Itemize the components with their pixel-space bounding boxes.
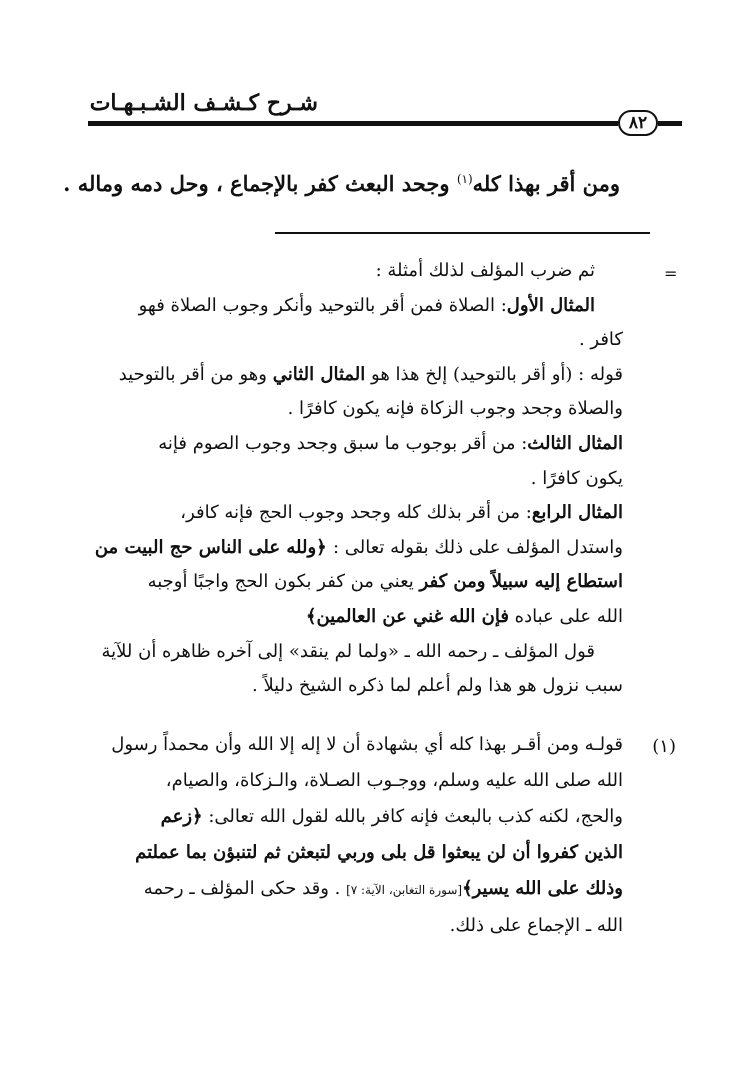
main-text-part2: وجحد البعث كفر بالإجماع ، وحل دمه وماله . (63, 171, 457, 196)
evidence-verse-c: فإن الله غني عن العالمين﴾ (305, 605, 509, 627)
evidence-line-2 (78, 565, 623, 600)
footnote-line-4 (78, 835, 623, 871)
footnote-verse-reference: [سورة التغابن، الآية: ٧] (346, 883, 463, 897)
footnote-verse-start: ﴿زعم (160, 806, 203, 827)
evidence-verse-b: استطاع إليه سبيلاً ومن كفر (419, 571, 623, 593)
evidence-text-a: واستدل المؤلف على ذلك بقوله تعالى : (332, 536, 623, 558)
footnote-reference[interactable]: (١) (456, 172, 473, 186)
footnote-line-6: الله ـ الإجماع على ذلك. (449, 915, 623, 936)
example-first-text: : الصلاة فمن أقر بالتوحيد وأنكر وجوب الصلاة فهو (138, 294, 507, 316)
divider-line (275, 232, 650, 234)
quote-line: قول المؤلف ـ رحمه الله ـ «ولما لم ينقد» إلى آخره ظاهره أن للآية (101, 640, 595, 662)
commentary-intro: ثم ضرب المؤلف لذلك أمثلة : (375, 260, 595, 281)
main-text (63, 158, 620, 205)
evidence-text-c: الله على عباده (508, 605, 623, 627)
example-fourth (78, 496, 623, 531)
header-rule-end (658, 121, 682, 126)
footnote-verse-middle: الذين كفروا أن لن يبعثوا قل بلى وربي لتبعثن ثم لتنبؤن بما عملتم (135, 842, 623, 863)
footnote-line-5 (78, 871, 623, 908)
header-rule (88, 121, 618, 126)
example-first-label: المثال الأول (506, 294, 595, 316)
example-second (78, 358, 623, 393)
evidence-line-3 (78, 600, 623, 635)
footnote-line-5-text: . وقد حكى المؤلف ـ رحمه (143, 878, 347, 899)
example-third-label: المثال الثالث (527, 432, 623, 454)
footnote-number: (١) (652, 736, 676, 757)
footnote-line-3-text: والحج، لكنه كذب بالبعث فإنه كافر بالله لقول الله تعالى: (202, 806, 623, 827)
commentary (78, 254, 623, 704)
evidence-line-1 (78, 531, 623, 566)
example-second-continued: والصلاة وجحد وجوب الزكاة فإنه يكون كافرًا . (287, 398, 623, 420)
example-second-label: المثال الثاني (272, 363, 366, 385)
example-first (78, 289, 623, 324)
example-third-continued: يكون كافرًا . (530, 467, 623, 489)
footnote-line-3 (78, 799, 623, 835)
example-fourth-text: : من أقر بذلك كله وجحد وجوب الحج فإنه كافر، (180, 502, 532, 524)
example-third (78, 427, 623, 462)
evidence-text-b: يعني من كفر بكون الحج واجبًا أوجبه (147, 571, 420, 593)
example-third-text: : من أقر بوجوب ما سبق وجحد وجوب الصوم فإنه (158, 432, 528, 454)
footnote-line-1: قولـه ومن أقـر بهذا كله أي بشهادة أن لا إله إلا الله وأن محمداً رسول (111, 734, 623, 755)
footnote (78, 727, 623, 944)
page-number: ٨٢ (618, 110, 658, 136)
continuation-mark: = (664, 264, 678, 283)
evidence-verse-a: ﴿ولله على الناس حج البيت من (94, 536, 333, 558)
example-second-text-b: وهو من أقر بالتوحيد (118, 363, 273, 385)
main-text-part1: ومن أقر بهذا كله (472, 171, 620, 196)
footnote-verse-end: وذلك على الله يسير﴾ (462, 878, 623, 899)
footnote-line-2: الله صلى الله عليه وسلم، ووجـوب الصـلاة، والـزكاة، والصيام، (165, 770, 623, 791)
example-first-continued: كافر . (578, 329, 623, 351)
example-fourth-label: المثال الرابع (531, 502, 623, 524)
example-second-text-a: قوله : (أو أقر بالتوحيد) إلخ هذا هو (371, 363, 623, 385)
running-title: شـرح كـشـف الشـبـهـات (89, 90, 318, 116)
quote-continued: سبب نزول هو هذا ولم أعلم لما ذكره الشيخ دليلاً . (252, 675, 623, 697)
